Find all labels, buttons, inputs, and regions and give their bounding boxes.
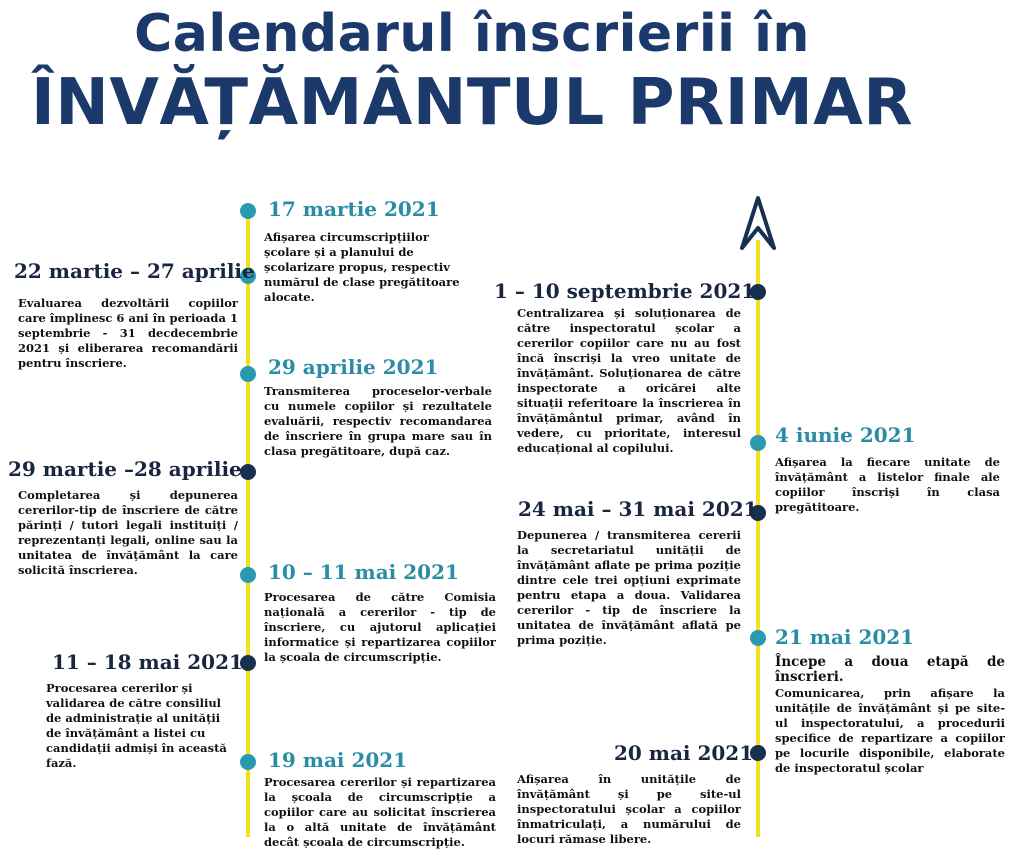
- event-date: 21 mai 2021: [775, 625, 915, 649]
- timeline-left: [246, 208, 250, 837]
- event-description: Afișarea circumscripțiilor școlare și a planului de școlarizare propus, respectiv numărul de clase pregătitoare alocate.: [264, 230, 460, 304]
- timeline-dot: [240, 203, 256, 219]
- up-chevron-arrow-icon: [738, 190, 778, 250]
- timeline-dot: [750, 630, 766, 646]
- event-date: 1 – 10 septembrie 2021: [494, 279, 756, 303]
- timeline-dot: [240, 754, 256, 770]
- event-date: 24 mai – 31 mai 2021: [518, 497, 758, 521]
- event-date: 29 martie –28 aprilie: [8, 457, 242, 481]
- event-description: Depunerea / transmiterea cererii la secretariatul unității de învățământ aflate pe prima poziție dintre cele trei opțiuni exprimate pentru etapa a doua. Validarea cererilor - tip de înscriere la unitatea de învățământ aflată pe prima poziție.: [517, 528, 741, 647]
- event-date: 20 mai 2021: [614, 741, 754, 765]
- event-lead: Începe a doua etapă de înscrieri.: [775, 654, 1005, 685]
- event-date: 22 martie – 27 aprilie: [14, 259, 255, 283]
- event-description: Procesarea cererilor și validarea de către consiliul de administrație al unității de învățământ a listei cu candidații admiși în această fază.: [46, 681, 227, 770]
- event-description: Procesarea de către Comisia națională a cererilor - tip de înscriere, cu ajutorul aplicației informatice și repartizarea copiilor la școala de circumscripție.: [264, 590, 496, 664]
- title-line-1: Calendarul înscrierii în: [134, 4, 810, 64]
- timeline-dot: [240, 464, 256, 480]
- event-date: 4 iunie 2021: [775, 423, 916, 447]
- event-date: 10 – 11 mai 2021: [268, 560, 459, 584]
- event-description: Centralizarea și soluționarea de către inspectoratul școlar a cererilor copiilor care nu au fost încă înscriși la vreo unitate de învățământ. Soluționarea de către inspectorate a oricărei alte situații referitoare la înscrierea în învățământul primar, având în vedere, cu prioritate, interesul educațional al copilului.: [517, 306, 741, 455]
- timeline-dot: [240, 366, 256, 382]
- timeline-dot: [240, 567, 256, 583]
- timeline-dot: [750, 435, 766, 451]
- event-date: 29 aprilie 2021: [268, 355, 439, 379]
- event-description: [775, 655, 1005, 776]
- event-date: 17 martie 2021: [268, 197, 440, 221]
- event-description: Evaluarea dezvoltării copiilor care împlinesc 6 ani în perioada 1 septembrie - 31 decdecembrie 2021 și eliberarea recomandării pentru înscriere.: [18, 296, 238, 370]
- title-line-2: ÎNVĂȚĂMÂNTUL PRIMAR: [30, 66, 914, 140]
- event-date: 11 – 18 mai 2021: [52, 650, 243, 674]
- event-description: Procesarea cererilor și repartizarea la școala de circumscripție a copiilor care au solicitat înscrierea la o altă unitate de învățământ decât școala de circumscripție.: [264, 775, 496, 849]
- event-text: Comunicarea, prin afișare la unitățile de învățământ și pe site-ul inspectoratului, a procedurii specifice de repartizare a copiilor pe locurile disponibile, elaborate de inspectoratul școlar: [775, 686, 1005, 775]
- event-description: Afișarea la fiecare unitate de învățământ a listelor finale ale copiilor înscriși în clasa pregătitoare.: [775, 455, 1000, 514]
- event-description: Transmiterea proceselor-verbale cu numele copiilor și rezultatele evaluării, respectiv recomandarea de înscriere în grupa mare sau în clasa pregătitoare, după caz.: [264, 384, 492, 458]
- event-date: 19 mai 2021: [268, 748, 408, 772]
- event-description: Completarea și depunerea cererilor-tip de înscriere de către părinți / tutori legali instituiți / reprezentanți legali, online sau la unitatea de învățământ la care solicită înscrierea.: [18, 488, 238, 577]
- event-description: Afișarea în unitățile de învățământ și pe site-ul inspectoratului școlar a copiilor înmatriculați, a numărului de locuri rămase libere.: [517, 772, 741, 846]
